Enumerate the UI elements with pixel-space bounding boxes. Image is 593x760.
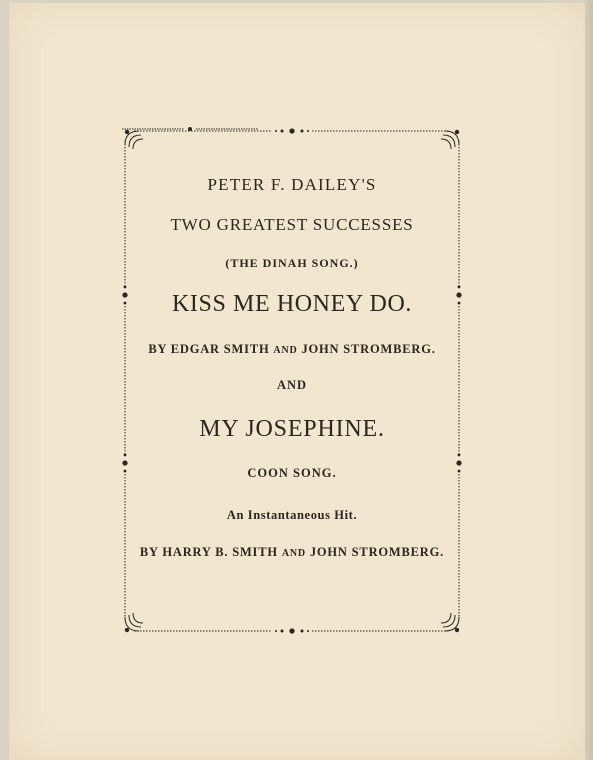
song2-credit-rest: JOHN STROMBERG. [309,545,445,559]
song2-credit [122,545,462,560]
song1-credit [122,342,462,357]
song2-title: MY JOSEPHINE. [199,416,385,442]
conjunction-line: AND [276,378,308,392]
song2-subtitle: COON SONG. [247,466,337,480]
performer-line: PETER F. DAILEY'S [207,175,377,194]
song1-credit-and: AND [273,345,298,356]
ornamental-frame [122,127,462,635]
song1-credit-rest: JOHN STROMBERG. [301,342,436,356]
song2-credit-and: AND [281,548,306,559]
ornamental-rule [122,127,258,131]
song2-credit-by: BY HARRY B. SMITH [139,545,278,559]
song1-title: KISS ME HONEY DO. [172,291,412,317]
song2-tagline: An Instantaneous Hit. [226,508,358,522]
dinah-song-line: (THE DINAH SONG.) [225,256,359,270]
page-edge [585,0,593,760]
song1-credit-by: BY EDGAR SMITH [148,342,270,356]
title-page-text [122,127,462,635]
subtitle-line: TWO GREATEST SUCCESSES [170,215,414,234]
